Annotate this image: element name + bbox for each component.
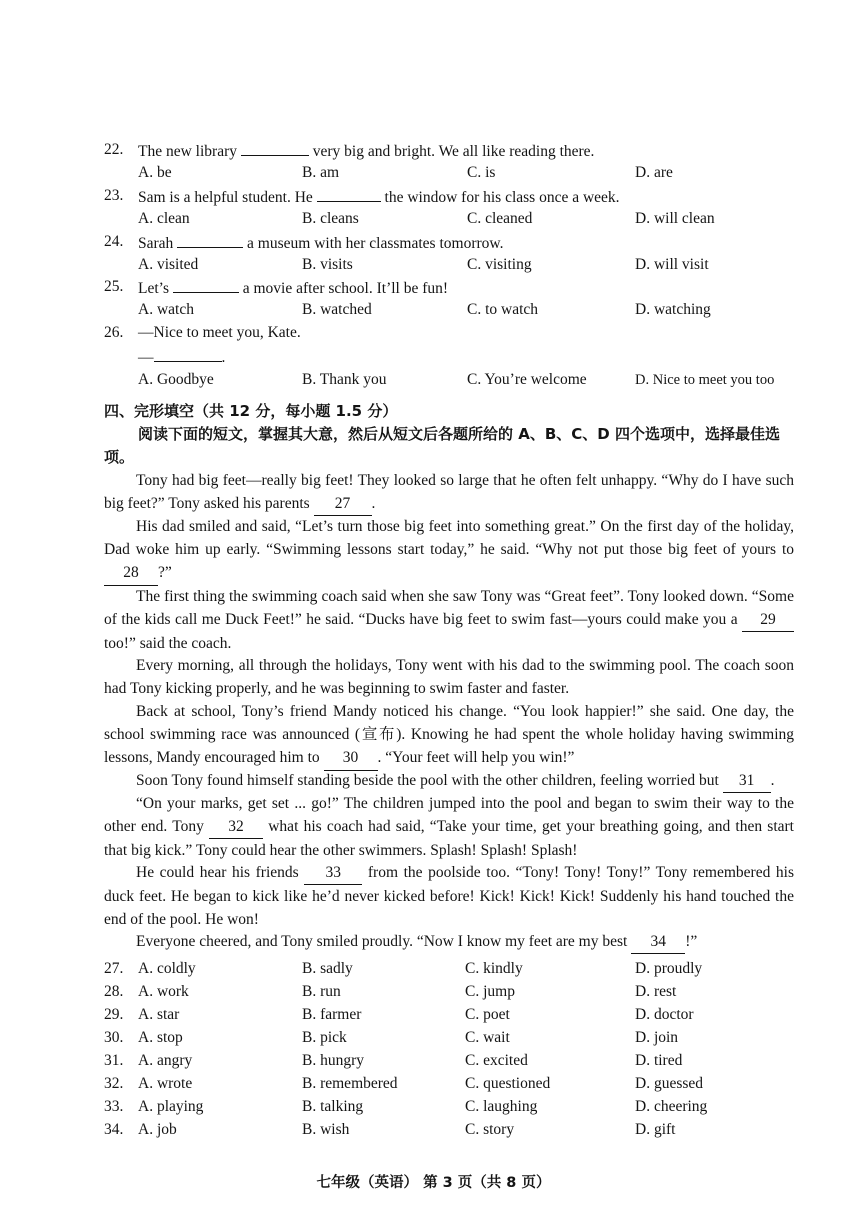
option-b: B. talking <box>302 1098 364 1115</box>
cloze-blank-27: 27 <box>314 492 372 516</box>
option-c: C. laughing <box>465 1098 538 1115</box>
option-c: C. poet <box>465 1006 510 1023</box>
answer-blank <box>173 277 239 293</box>
option-a: A. work <box>138 983 189 1000</box>
option-c: C. cleaned <box>467 210 533 227</box>
option-c: C. wait <box>465 1029 510 1046</box>
option-c: C. is <box>467 164 496 181</box>
question-number: 26. <box>104 324 124 341</box>
passage-paragraph-8: He could hear his friends 33 from the poolside too. “Tony! Tony! Tony!” Tony remembered his duck feet. He began to kick like he’d never kicked before! Kick! Kick! Kick! Suddenly his hand touched the end of the pool. He won! <box>104 861 794 932</box>
option-d: D. doctor <box>635 1006 694 1023</box>
option-b: B. farmer <box>302 1006 362 1023</box>
question-stem: —Nice to meet you, Kate. <box>138 324 301 341</box>
option-b: B. hungry <box>302 1052 364 1069</box>
answer-blank <box>177 232 243 248</box>
option-b: B. Thank you <box>302 371 387 388</box>
option-d: D. cheering <box>635 1098 708 1115</box>
answer-blank <box>154 346 222 362</box>
option-a: A. coldly <box>138 960 196 977</box>
question-stem-end: the window for his class once a week. <box>384 189 620 206</box>
cloze-blank-34: 34 <box>631 930 685 954</box>
cloze-blank-31: 31 <box>723 769 771 793</box>
option-c: C. story <box>465 1121 515 1138</box>
passage-paragraph-2: His dad smiled and said, “Let’s turn those big feet into something great.” On the first day of the holiday, Dad woke him up early. “Swimming lessons start today,” he said. “Why not put those big feet of yours to 28 ?” <box>104 515 794 586</box>
option-c: C. to watch <box>467 301 539 318</box>
cloze-blank-28: 28 <box>104 561 158 585</box>
cloze-blank-30: 30 <box>324 746 378 770</box>
option-b: B. watched <box>302 301 372 318</box>
cloze-blank-33: 33 <box>304 861 362 885</box>
reply-end: . <box>221 349 226 366</box>
passage-paragraph-7: “On your marks, get set ... go!” The children jumped into the pool and began to swim their way to the other end. Tony 32 what his coach had said, “Take your time, get your breathing going, and then start that big kick.” Tony could hear the other swimmers. Splash! Splash! Splash! <box>104 795 794 860</box>
option-d: D. proudly <box>635 960 703 977</box>
option-a: A. star <box>138 1006 180 1023</box>
option-d: D. gift <box>635 1121 676 1138</box>
question-stem: Sarah <box>138 235 174 252</box>
option-d: D. join <box>635 1029 679 1046</box>
question-number: 24. <box>104 233 124 250</box>
option-c: C. visiting <box>467 256 532 273</box>
option-d: D. watching <box>635 301 711 318</box>
option-a: A. clean <box>138 210 190 227</box>
question-number: 22. <box>104 141 124 158</box>
option-a: A. watch <box>138 301 194 318</box>
option-d: D. tired <box>635 1052 683 1069</box>
question-stem: The new library <box>138 143 237 160</box>
passage-paragraph-1: Tony had big feet—really big feet! They looked so large that he often felt unhappy. “Why do I have such big feet?” Tony asked his parents 27 . <box>104 469 794 516</box>
option-d: D. will visit <box>635 256 709 273</box>
passage-paragraph-4: Every morning, all through the holidays, Tony went with his dad to the swimming pool. The coach soon had Tony kicking properly, and he was beginning to swim faster and faster. <box>104 657 794 698</box>
option-a: A. Goodbye <box>138 371 214 388</box>
option-d: D. are <box>635 164 673 181</box>
option-a: A. visited <box>138 256 199 273</box>
section-instructions: 阅读下面的短文，掌握其大意，然后从短文后各题所给的 A、B、C、D 四个选项中，选择最佳选项。 <box>104 425 780 466</box>
question-stem-end: very big and bright. We all like reading there. <box>312 143 595 160</box>
option-b: B. wish <box>302 1121 350 1138</box>
option-b: B. cleans <box>302 210 359 227</box>
option-b: B. visits <box>302 256 353 273</box>
cloze-blank-29: 29 <box>742 608 794 632</box>
section-heading: 四、完形填空（共 12 分，每小题 1.5 分） <box>104 402 398 420</box>
option-a: A. be <box>138 164 172 181</box>
option-d: D. guessed <box>635 1075 704 1092</box>
option-b: B. sadly <box>302 960 353 977</box>
passage-paragraph-5: Back at school, Tony’s friend Mandy noticed his change. “You look happier!” she said. One day, the school swimming race was announced (宣布). Knowing he had spent the whole holiday having swimming lessons, Mandy encouraged him to 30 . “Your feet will help you win!” <box>104 700 794 771</box>
option-d: D. Nice to meet you too <box>635 372 775 388</box>
option-a: A. playing <box>138 1098 204 1115</box>
option-b: B. remembered <box>302 1075 398 1092</box>
page-footer: 七年级（英语） 第 3 页（共 8 页） <box>316 1175 551 1191</box>
passage-paragraph-6: Soon Tony found himself standing beside the pool with the other children, feeling worried but 31 . <box>104 769 794 793</box>
option-c: C. kindly <box>465 960 523 977</box>
option-a: A. angry <box>138 1052 193 1069</box>
question-stem-end: a movie after school. It’ll be fun! <box>242 280 449 297</box>
question-number: 23. <box>104 187 124 204</box>
answer-blank <box>317 186 381 202</box>
cloze-blank-32: 32 <box>209 815 263 839</box>
reply-dash: — <box>138 349 154 366</box>
option-c: C. You’re welcome <box>467 371 587 388</box>
question-stem: Let’s <box>138 280 169 297</box>
question-stem-end: a museum with her classmates tomorrow. <box>247 235 504 252</box>
option-a: A. wrote <box>138 1075 193 1092</box>
passage-paragraph-9: Everyone cheered, and Tony smiled proudly. “Now I know my feet are my best 34 !” <box>104 930 794 954</box>
option-b: B. am <box>302 164 340 181</box>
exam-page: 22. The new library very big and bright. We all like reading there. A. be B. am C. is D. are 23. Sam is a helpful student. He the window for his class once a week. A. clean B. cleans C. cleaned D. will clean 24. Sarah a museum with her classmates tomorrow. A. visited B. visits C. visiting D. will visit 25. Let’s a movie after school. It’ll be fun! A. watch B. watched C. to watch D. watching 26. —Nice to meet you, Kate. — . A. Goodbye B. Thank you C. You’re welcome D. Nice to meet you too 四、完形填空（共 12 分，每小题 1.5 分） 阅读下面的短文，掌握其大意，然后从短文后各题所给的 A、B、C、D 四个选项中，选择最佳选项。 Tony had big feet—really big feet! They looked so large that he often felt unhappy. “Why do I have such big feet?” Tony asked his parents 27 . His dad smiled and said, “Let’s turn those big feet into something great.” On the first day of the holiday, Dad woke him up early. “Swimming lessons start today,” he said. “Why not put those big feet of yours to 28 ?” The first thing the swimming coach said when she saw Tony was “Great feet”. Tony looked down. “Some of the kids call me Duck Feet!” he said. “Ducks have big feet to swim fast—yours could make you a 29 too!” said the coach. Every morning, all through the holidays, Tony went with his dad to the swimming pool. The coach soon had Tony kicking properly, and he was beginning to swim faster and faster. Back at school, Tony’s friend Mandy noticed his change. “You look happier!” she said. One day, the school swimming race was announced (宣布). Knowing he had spent the whole holiday having swimming lessons, Mandy encouraged him to 30 . “Your feet will help you win!” Soon Tony found himself standing beside the pool with the other children, feeling worried but 31 . “On your marks, get set ... go!” The children jumped into the pool and began to swim their way to the other end. Tony 32 what his coach had said, “Take your time, get your breathing going, and then start that big kick.” Tony could hear the other swimmers. Splash! Splash! Splash! He could hear his friends 33 from the poolside too. “Tony! Tony! Tony!” Tony remembered his duck feet. He began to kick like he’d never kicked before! Kick! Kick! Kick! Suddenly his hand touched the end of the pool. He won! Everyone cheered, and Tony smiled proudly. “Now I know my feet are my best 34 !” 27. A. coldly B. sadly C. kindly D. proudly 28. A. work B. run C. jump D. rest 29. A. star B. farmer C. poet D. doctor 30. A. stop B. pick C. wait D. join 31. A. angry B. hungry C. excited D. tired 32. A. wrote B. remembered C. questioned D. guessed 33. A. playing B. talking C. laughing D. cheering 34. A. job B. wish C. story D. gift 七年级（英语） 第 3 页（共 8 页） <box>0 0 867 1226</box>
question-stem: Sam is a helpful student. He <box>138 189 313 206</box>
option-a: A. job <box>138 1121 177 1138</box>
option-d: D. will clean <box>635 210 715 227</box>
option-b: B. pick <box>302 1029 347 1046</box>
passage-paragraph-3: The first thing the swimming coach said when she saw Tony was “Great feet”. Tony looked down. “Some of the kids call me Duck Feet!” he said. “Ducks have big feet to swim fast—yours could make you a 29 too!” said the coach. <box>104 588 794 653</box>
answer-blank <box>241 140 309 156</box>
option-c: C. questioned <box>465 1075 551 1092</box>
question-number: 25. <box>104 278 124 295</box>
option-c: C. excited <box>465 1052 528 1069</box>
option-d: D. rest <box>635 983 677 1000</box>
option-c: C. jump <box>465 983 515 1000</box>
option-b: B. run <box>302 983 341 1000</box>
option-a: A. stop <box>138 1029 183 1046</box>
